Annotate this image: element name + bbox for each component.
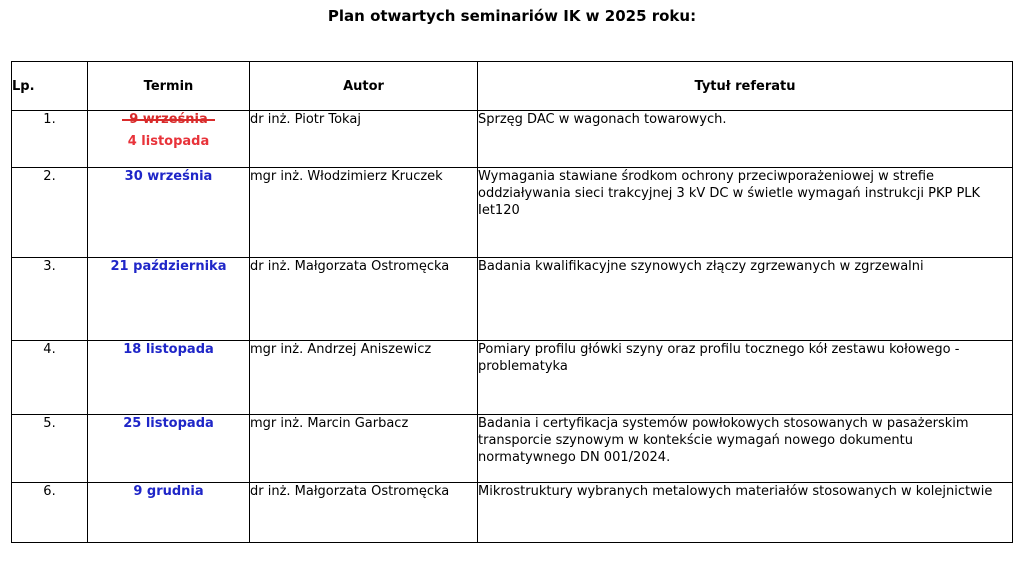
author-cell: dr inż. Małgorzata Ostromęcka: [250, 483, 478, 543]
author-cell: mgr inż. Włodzimierz Kruczek: [250, 168, 478, 258]
row-number: 4.: [12, 341, 88, 415]
page-title: Plan otwartych seminariów IK w 2025 roku:: [327, 7, 697, 25]
author-cell: mgr inż. Andrzej Aniszewicz: [250, 341, 478, 415]
topic-cell: Sprzęg DAC w wagonach towarowych.: [478, 111, 1013, 168]
topic-cell: Badania kwalifikacyjne szynowych złączy zgrzewanych w zgrzewalni: [478, 258, 1013, 341]
term-cell: 21 października: [88, 258, 250, 341]
table-row: [12, 483, 1013, 543]
row-number: 1.: [12, 111, 88, 168]
row-number: 3.: [12, 258, 88, 341]
table-header-row: [12, 62, 1013, 111]
topic-cell: Badania i certyfikacja systemów powłokowych stosowanych w pasażerskim transporcie szynowym w kontekście wymagań nowego dokumentu normatywnego DN 001/2024.: [478, 415, 1013, 483]
term-cell: 9 grudnia: [88, 483, 250, 543]
column-header-author: Autor: [250, 62, 478, 111]
table-row: [12, 258, 1013, 341]
column-header-term: Termin: [88, 62, 250, 111]
rescheduled-date: 4 listopada: [127, 134, 210, 149]
seminar-schedule-table: [11, 61, 1013, 543]
term-cell: [88, 111, 250, 168]
table-row: [12, 415, 1013, 483]
term-cell: 25 listopada: [88, 415, 250, 483]
row-number: 5.: [12, 415, 88, 483]
topic-cell: Pomiary profilu główki szyny oraz profilu tocznego kół zestawu kołowego - problematyka: [478, 341, 1013, 415]
table-row: [12, 168, 1013, 258]
topic-cell: Wymagania stawiane środkom ochrony przeciwporażeniowej w strefie oddziaływania sieci trakcyjnej 3 kV DC w świetle wymagań instrukcji PKP PLK Iet120: [478, 168, 1013, 258]
table-row: [12, 111, 1013, 168]
term-cell: 18 listopada: [88, 341, 250, 415]
topic-cell: Mikrostruktury wybranych metalowych materiałów stosowanych w kolejnictwie: [478, 483, 1013, 543]
table-row: [12, 341, 1013, 415]
author-cell: dr inż. Małgorzata Ostromęcka: [250, 258, 478, 341]
row-number: 6.: [12, 483, 88, 543]
author-cell: mgr inż. Marcin Garbacz: [250, 415, 478, 483]
cancelled-date: 9 września: [129, 112, 208, 127]
term-cell: 30 września: [88, 168, 250, 258]
column-header-lp: Lp.: [12, 62, 88, 111]
column-header-topic: Tytuł referatu: [478, 62, 1013, 111]
author-cell: dr inż. Piotr Tokaj: [250, 111, 478, 168]
row-number: 2.: [12, 168, 88, 258]
